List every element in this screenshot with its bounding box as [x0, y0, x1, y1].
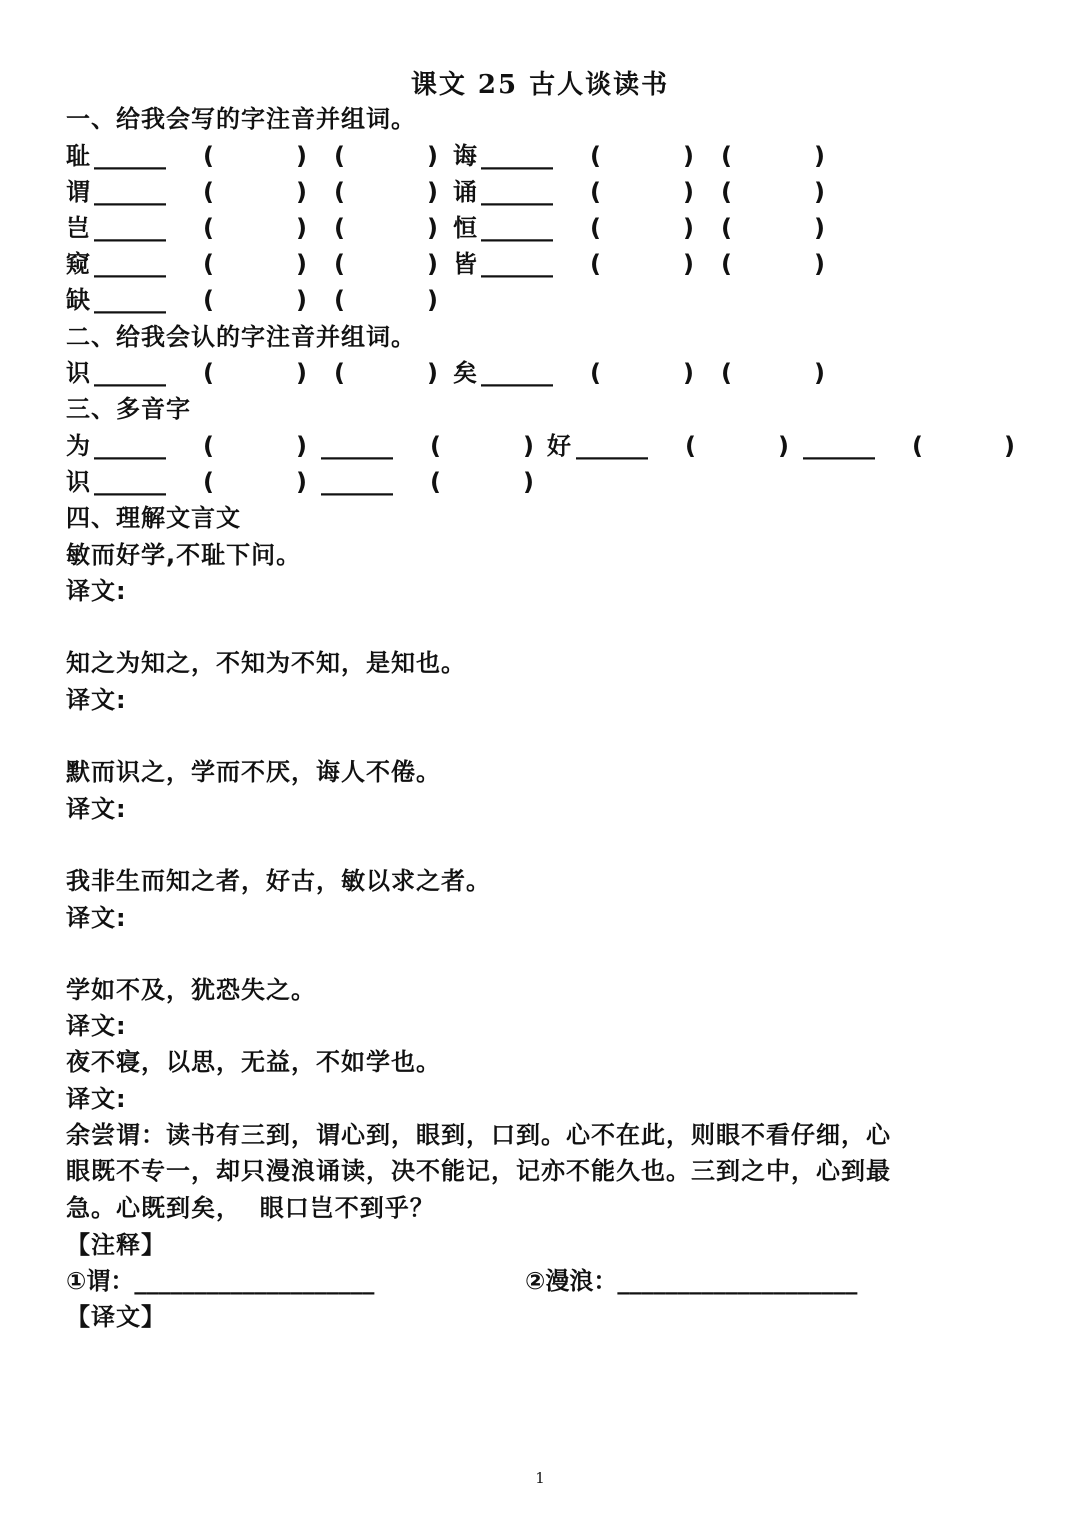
paren: (	[334, 286, 345, 314]
char: 识	[66, 468, 90, 496]
paren: (	[590, 214, 601, 242]
char: 谓	[66, 178, 90, 206]
paren: )	[814, 214, 825, 242]
paren: )	[296, 359, 307, 387]
s2-row	[0, 358, 1080, 388]
section2-heading: 二、给我会认的字注音并组词。	[66, 323, 416, 351]
paren: )	[296, 432, 307, 460]
s1-row-1	[0, 141, 1080, 171]
paren: )	[427, 250, 438, 278]
paren: )	[683, 142, 694, 170]
notes-row	[0, 1266, 1080, 1296]
blank: ______	[94, 359, 166, 387]
note-1: ①谓：____________________	[66, 1267, 375, 1295]
paren: (	[203, 432, 214, 460]
paren: (	[590, 178, 601, 206]
blank: ______	[94, 286, 166, 314]
paren: )	[296, 250, 307, 278]
paren: (	[430, 468, 441, 496]
char: 恒	[453, 214, 477, 242]
char: 诵	[453, 178, 477, 206]
s1-row-4	[0, 249, 1080, 279]
paren: (	[203, 468, 214, 496]
paren: (	[334, 214, 345, 242]
paren: )	[296, 142, 307, 170]
paren: (	[590, 142, 601, 170]
char: 为	[66, 432, 90, 460]
section3-heading: 三、多音字	[66, 395, 191, 423]
translation-heading: 【译文】	[66, 1303, 166, 1331]
paren: (	[334, 178, 345, 206]
paren: (	[203, 359, 214, 387]
blank: ______	[481, 250, 553, 278]
paren: )	[427, 286, 438, 314]
paren: (	[721, 178, 732, 206]
paren: (	[203, 214, 214, 242]
paren: (	[590, 359, 601, 387]
section1-heading: 一、给我会写的字注音并组词。	[66, 105, 416, 133]
translation-label: 译文:	[66, 904, 127, 932]
char: 岂	[66, 214, 90, 242]
paren: (	[203, 142, 214, 170]
paren: )	[523, 468, 534, 496]
char: 皆	[453, 250, 477, 278]
classical-sentence: 夜不寝，以思，无益，不如学也。	[66, 1048, 441, 1076]
paren: )	[427, 359, 438, 387]
paren: )	[296, 468, 307, 496]
paren: (	[721, 214, 732, 242]
paren: (	[334, 250, 345, 278]
translation-label: 译文:	[66, 795, 127, 823]
paren: (	[590, 250, 601, 278]
paren: )	[427, 178, 438, 206]
passage-line: 余尝谓：读书有三到，谓心到，眼到，口到。心不在此，则眼不看仔细，心	[66, 1121, 891, 1149]
paren: )	[683, 178, 694, 206]
char: 矣	[453, 359, 477, 387]
paren: (	[721, 142, 732, 170]
char: 识	[66, 359, 90, 387]
paren: (	[721, 359, 732, 387]
passage-line: 急。心既到矣， 眼口岂不到乎？	[66, 1194, 435, 1222]
blank: ______	[481, 142, 553, 170]
s3-row-2	[0, 467, 1080, 497]
blank: ______	[94, 142, 166, 170]
paren: )	[523, 432, 534, 460]
classical-sentence: 学如不及，犹恐失之。	[66, 976, 316, 1004]
translation-label: 译文:	[66, 686, 127, 714]
paren: (	[685, 432, 696, 460]
blank: ______	[94, 468, 166, 496]
classical-sentence: 知之为知之，不知为不知，是知也。	[66, 649, 466, 677]
blank: ______	[481, 214, 553, 242]
classical-sentence: 默而识之，学而不厌，诲人不倦。	[66, 758, 441, 786]
char: 窥	[66, 250, 90, 278]
page-number: 1	[535, 1469, 545, 1487]
s3-row-1	[0, 431, 1080, 461]
char: 好	[547, 432, 571, 460]
paren: )	[814, 142, 825, 170]
note-2: ②漫浪：____________________	[525, 1267, 858, 1295]
paren: )	[427, 142, 438, 170]
char: 耻	[66, 142, 90, 170]
char: 诲	[453, 142, 477, 170]
paren: )	[1004, 432, 1015, 460]
blank: ______	[321, 432, 393, 460]
paren: )	[683, 250, 694, 278]
blank: ______	[321, 468, 393, 496]
paren: (	[203, 286, 214, 314]
paren: )	[814, 359, 825, 387]
paren: )	[778, 432, 789, 460]
blank: ______	[94, 250, 166, 278]
section4-heading: 四、理解文言文	[66, 504, 241, 532]
blank: ______	[803, 432, 875, 460]
blank: ______	[576, 432, 648, 460]
paren: (	[203, 250, 214, 278]
blank: ______	[94, 432, 166, 460]
translation-label: 译文:	[66, 1085, 127, 1113]
paren: (	[203, 178, 214, 206]
blank: ______	[94, 178, 166, 206]
translation-label: 译文:	[66, 577, 127, 605]
classical-sentence: 我非生而知之者，好古，敏以求之者。	[66, 867, 491, 895]
blank: ______	[481, 178, 553, 206]
paren: )	[296, 286, 307, 314]
paren: )	[683, 214, 694, 242]
paren: (	[334, 142, 345, 170]
paren: (	[721, 250, 732, 278]
paren: )	[814, 250, 825, 278]
notes-heading: 【注释】	[66, 1231, 166, 1259]
s1-row-3	[0, 213, 1080, 243]
paren: )	[683, 359, 694, 387]
classical-sentence: 敏而好学,不耻下问。	[66, 541, 302, 569]
paren: )	[296, 178, 307, 206]
page-title: 课文 25 古人谈读书	[410, 70, 670, 100]
passage-line: 眼既不专一，却只漫浪诵读，决不能记，记亦不能久也。三到之中，心到最	[66, 1157, 891, 1185]
paren: )	[814, 178, 825, 206]
paren: (	[334, 359, 345, 387]
blank: ______	[481, 359, 553, 387]
blank: ______	[94, 214, 166, 242]
paren: (	[430, 432, 441, 460]
s1-row-2	[0, 177, 1080, 207]
char: 缺	[66, 286, 90, 314]
translation-label: 译文:	[66, 1012, 127, 1040]
s1-row-5	[0, 285, 1080, 315]
paren: )	[296, 214, 307, 242]
paren: (	[912, 432, 923, 460]
paren: )	[427, 214, 438, 242]
